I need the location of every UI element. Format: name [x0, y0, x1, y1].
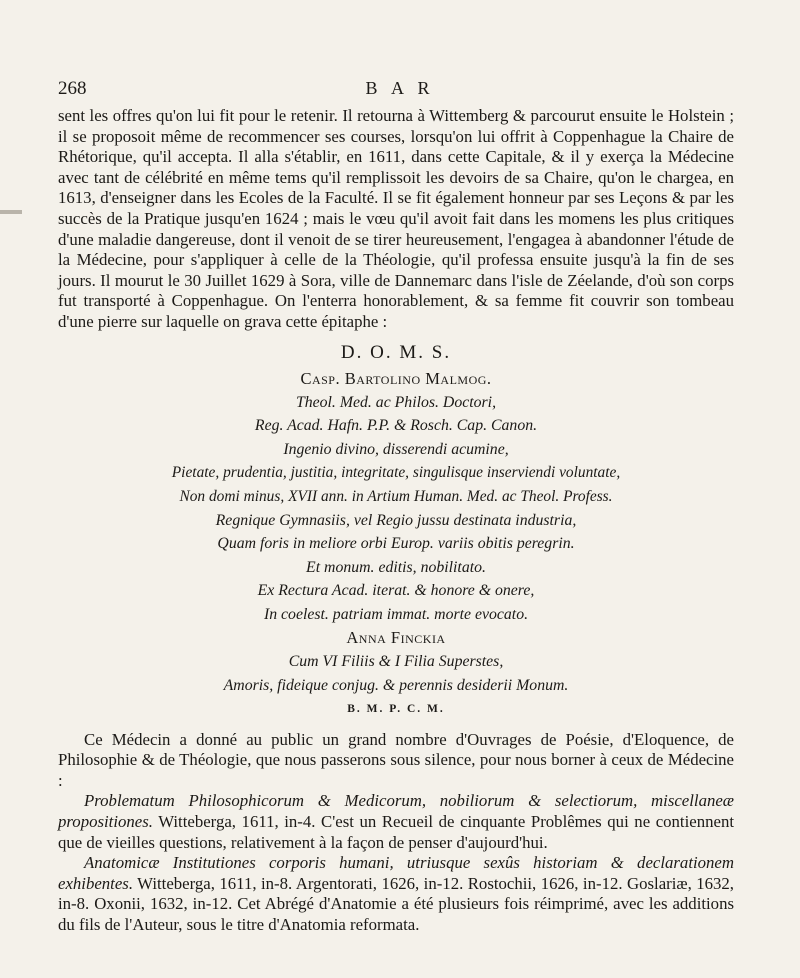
epitaph-line: Quam foris in meliore orbi Europ. variis obitis peregrin.	[217, 535, 575, 553]
epitaph-line: Ingenio divino, disserendi acumine,	[283, 440, 509, 458]
epitaph-line: Reg. Acad. Hafn. P.P. & Rosch. Cap. Canon.	[254, 417, 538, 435]
work-entry	[58, 791, 734, 853]
page-number: 268	[58, 78, 87, 99]
epitaph-line: Pietate, prudentia, justitia, integritate, singulisque inserviendi voluntate,	[171, 464, 621, 482]
work-title: Problematum Philosophicorum & Medicorum, nobiliorum & selectiorum, miscellaneæ propositiones.	[58, 791, 734, 832]
page-body	[58, 106, 734, 936]
epitaph-line: Et monum. editis, nobilitato.	[306, 558, 486, 576]
epitaph-wife-line: Cum VI Filiis & I Filia Superstes,	[288, 653, 504, 671]
work-details: Witteberga, 1611, in-8. Argentorati, 1626, in-12. Rostochii, 1626, in-12. Goslariæ, 1632, in-8. Oxonii, 1632, in-12. Cet Abrégé d'Anatomie a été plusieurs fois réimprimé, avec les additions du fils de l'Auteur, sous le titre d'Anatomia reformata.	[58, 873, 734, 934]
work-title: Anatomicæ Institutiones corporis humani, utriusque sexûs historiam & declarationem exhibentes.	[58, 853, 734, 893]
epitaph-line: Non domi minus, XVII ann. in Artium Human. Med. ac Theol. Profess.	[179, 487, 613, 505]
epitaph-line: Ex Rectura Acad. iterat. & honore & onere,	[257, 582, 535, 600]
work-details: Witteberga, 1611, in-4. C'est un Recueil de cinquante Problêmes qui ne contiennent que de vieilles questions, relativement à la façon de penser d'aujourd'hui.	[58, 812, 734, 852]
page-header	[58, 78, 742, 104]
epitaph-wife-line: Amoris, fideique conjug. & perennis desiderii Monum.	[223, 677, 569, 695]
epitaph-closing: B. M. P. C. M.	[347, 702, 445, 715]
works-intro-paragraph: Ce Médecin a donné au public un grand nombre d'Ouvrages de Poésie, d'Eloquence, de Philosophie & de Théologie, que nous passerons sous silence, pour nous borner à ceux de Médecine :	[58, 729, 734, 790]
intro-paragraph: sent les offres qu'on lui fit pour le retenir. Il retourna à Wittemberg & parcourut ensuite le Holstein ; il se proposoit même de recommencer ses courses, lorsqu'on lui offrit à Coppenhague la Chaire de Rhétorique, qu'il accepta. Il alla s'établir, en 1611, dans cette Capitale, & il y exerça la Médecine avec tant de célébrité en même tems qu'il remplissoit les devoirs de sa Chaire, qu'on le chargea, en 1613, d'enseigner dans les Ecoles de la Faculté. Il se fit également honneur par ses Leçons & par les succès de la Pratique jusqu'en 1624 ; mais le vœu qu'il avoit fait dans les momens les plus critiques d'une maladie dangereuse, dont il venoit de se tirer heureusement, l'engagea à abandonner l'étude de la Médecine, pour s'appliquer à celle de la Théologie, qu'il professa ensuite jusqu'à la fin de ses jours. Il mourut le 30 Juillet 1629 à Sora, ville de Dannemarc dans l'isle de Zéelande, d'où son corps fut transporté à Coppenhague. On l'enterra honorablement, & sa femme fit couvrir son tombeau d'une pierre sur laquelle on grava cette épitaphe :	[58, 106, 734, 331]
epitaph-title: D. O. M. S.	[340, 341, 452, 363]
epitaph-line: Regnique Gymnasiis, vel Regio jussu destinata industria,	[215, 511, 577, 529]
epitaph-line: Theol. Med. ac Philos. Doctori,	[295, 393, 497, 411]
epitaph-name: Casp. Bartolino Malmog.	[300, 368, 492, 388]
epitaph	[58, 339, 734, 720]
work-entry	[58, 853, 734, 935]
epitaph-wife-name: Anna Finckia	[346, 628, 446, 648]
running-head: B A R	[365, 78, 435, 98]
margin-mark	[0, 210, 22, 214]
epitaph-line: In coelest. patriam immat. morte evocato.	[263, 605, 529, 623]
